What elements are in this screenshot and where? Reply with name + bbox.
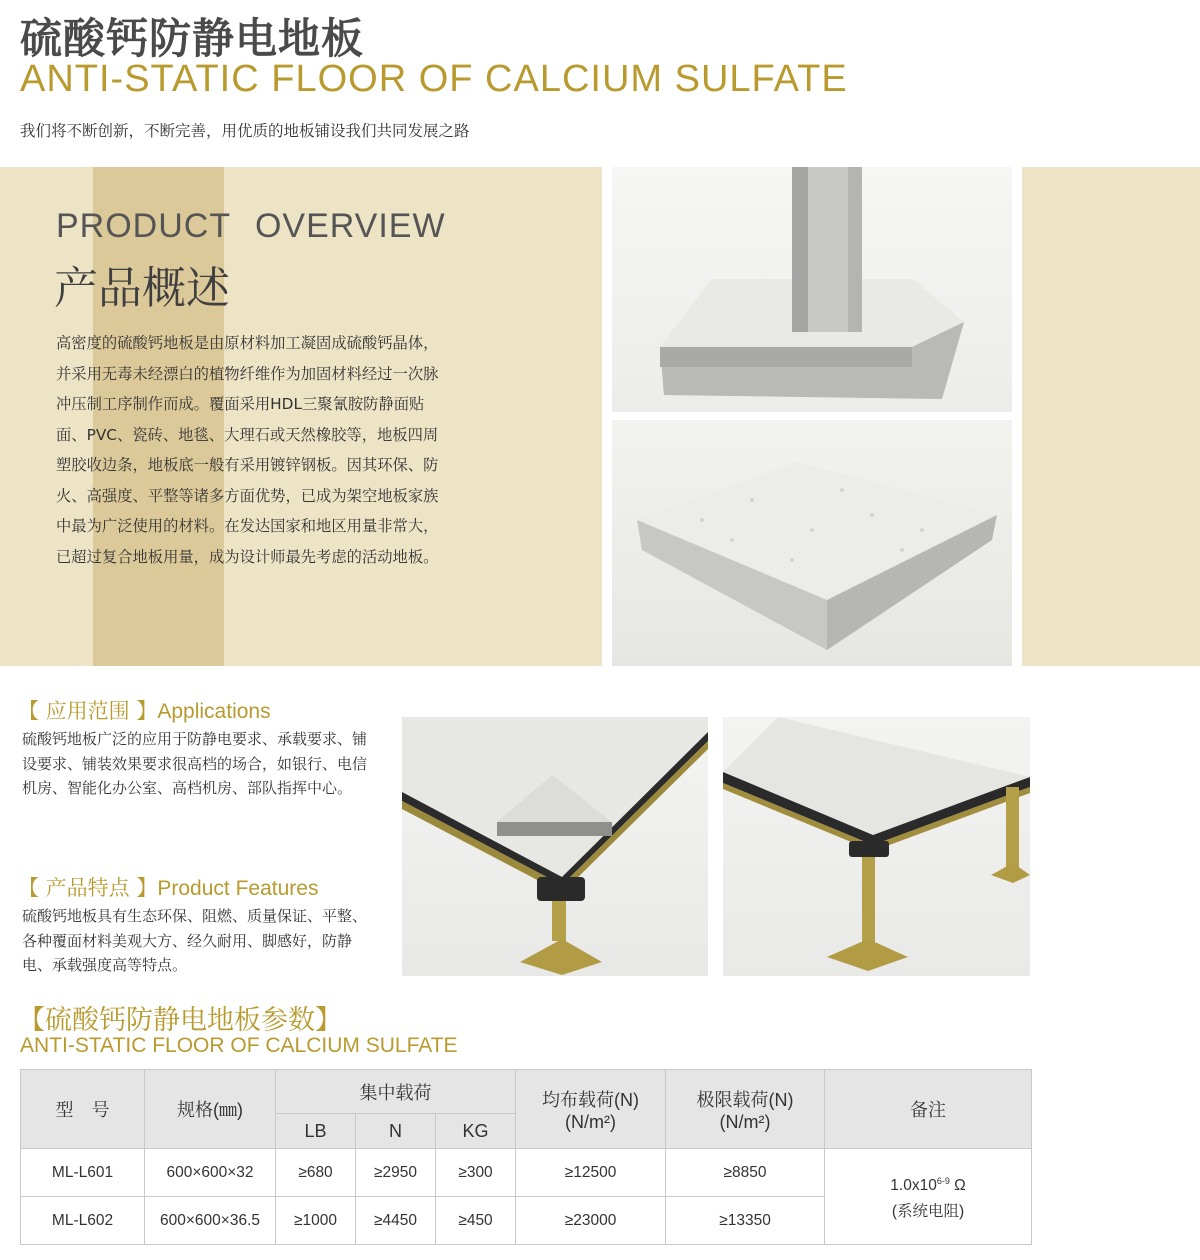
header-spec: 规格(㎜) bbox=[145, 1070, 276, 1149]
page-title-en: ANTI-STATIC FLOOR OF CALCIUM SULFATE bbox=[20, 58, 848, 100]
cell-model: ML-L601 bbox=[21, 1149, 145, 1197]
cell-uniform: ≥12500 bbox=[516, 1149, 666, 1197]
header-uniform-load-line1: 均布载荷(N) bbox=[542, 1089, 640, 1110]
header-model: 型 号 bbox=[21, 1070, 145, 1149]
cell-ultimate: ≥8850 bbox=[666, 1149, 825, 1197]
params-title-en: ANTI-STATIC FLOOR OF CALCIUM SULFATE bbox=[20, 1034, 458, 1057]
header-kg: KG bbox=[436, 1114, 516, 1149]
cell-kg: ≥300 bbox=[436, 1149, 516, 1197]
cell-lb: ≥1000 bbox=[276, 1197, 356, 1245]
product-photo-floor-tile bbox=[612, 420, 1012, 666]
cell-kg: ≥450 bbox=[436, 1197, 516, 1245]
cell-uniform: ≥23000 bbox=[516, 1197, 666, 1245]
cell-n: ≥4450 bbox=[356, 1197, 436, 1245]
right-accent-panel bbox=[1022, 167, 1200, 666]
params-table bbox=[20, 1069, 1032, 1245]
header-note: 备注 bbox=[825, 1070, 1032, 1149]
cell-spec: 600×600×32 bbox=[145, 1149, 276, 1197]
note-exponent: 6-9 bbox=[936, 1175, 950, 1186]
overview-heading-en: PRODUCT OVERVIEW bbox=[56, 207, 446, 245]
note-value: 1.0x10 bbox=[890, 1177, 937, 1195]
applications-heading-en: Applications bbox=[157, 700, 271, 723]
cell-n: ≥2950 bbox=[356, 1149, 436, 1197]
cell-ultimate: ≥13350 bbox=[666, 1197, 825, 1245]
applications-body: 硫酸钙地板广泛的应用于防静电要求、承载要求、铺设要求、铺装效果要求很高档的场合，如银行、电信机房、智能化办公室、高档机房、部队指挥中心。 bbox=[22, 730, 368, 797]
header-uniform-load-line2: (N/m²) bbox=[565, 1111, 616, 1132]
header-concentrated-load: 集中载荷 bbox=[276, 1070, 516, 1114]
features-heading-cn: 【 产品特点 】 bbox=[18, 876, 158, 900]
cell-note bbox=[825, 1149, 1032, 1245]
header-ultimate-load-line2: (N/m²) bbox=[719, 1111, 771, 1132]
applications-heading-cn: 【 应用范围 】 bbox=[18, 699, 158, 723]
note-sub: (系统电阻) bbox=[891, 1203, 965, 1221]
features-body: 硫酸钙地板具有生态环保、阻燃、质量保证、平整、各种覆面材料美观大方、经久耐用、脚感好，防静电、承载强度高等特点。 bbox=[22, 907, 368, 974]
table-row bbox=[21, 1149, 1032, 1197]
cell-model: ML-L602 bbox=[21, 1197, 145, 1245]
slogan: 我们将不断创新，不断完善，用优质的地板铺设我们共同发展之路 bbox=[20, 122, 470, 140]
header-lb: LB bbox=[276, 1114, 356, 1149]
product-photo-floor-corner-stringer bbox=[402, 717, 708, 976]
cell-lb: ≥680 bbox=[276, 1149, 356, 1197]
overview-body: 高密度的硫酸钙地板是由原材料加工凝固成硫酸钙晶体，并采用无毒未经漂白的植物纤维作为加固材料经过一次脉冲压制工序制作而成。覆面采用HDL三聚氰胺防静面贴面、PVC、瓷砖、地毯、大理石或天然橡胶等，地板四周塑胶收边条，地板底一般有采用镀锌钢板。因其环保、防火、高强度、平整等诸多方面优势，已成为架空地板家族中最为广泛使用的材料。在发达国家和地区用量非常大，已超过复合地板用量，成为设计师最先考虑的活动地板。 bbox=[56, 334, 439, 566]
params-title-cn: 【硫酸钙防静电地板参数】 bbox=[18, 1005, 342, 1036]
features-heading-en: Product Features bbox=[157, 877, 319, 900]
product-photo-panel-with-pedestal bbox=[612, 167, 1012, 412]
overview-heading-cn: 产品概述 bbox=[54, 263, 230, 314]
header-ultimate-load-line1: 极限载荷(N) bbox=[696, 1089, 794, 1110]
page-title-cn: 硫酸钙防静电地板 bbox=[20, 14, 365, 63]
header-ultimate-load bbox=[666, 1070, 825, 1149]
note-resistance bbox=[825, 1168, 1031, 1199]
header-uniform-load bbox=[516, 1070, 666, 1149]
product-photo-floor-on-pedestals bbox=[723, 717, 1030, 976]
applications-heading bbox=[18, 695, 271, 725]
note-unit: Ω bbox=[954, 1177, 966, 1195]
header-n: N bbox=[356, 1114, 436, 1149]
cell-spec: 600×600×36.5 bbox=[145, 1197, 276, 1245]
features-heading bbox=[18, 872, 318, 902]
